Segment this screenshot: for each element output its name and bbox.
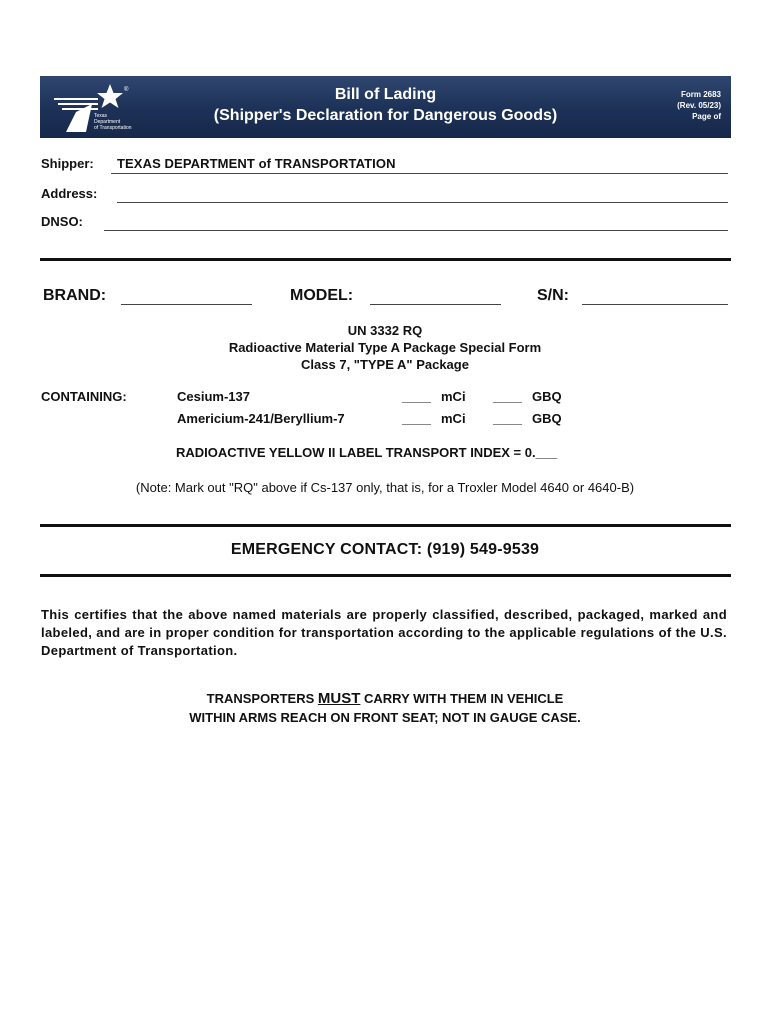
shipper-value[interactable]: TEXAS DEPARTMENT of TRANSPORTATION — [117, 156, 396, 171]
emergency-contact: EMERGENCY CONTACT: (919) 549-9539 — [230, 541, 540, 558]
gbq-unit: GBQ — [532, 389, 562, 404]
sn-label: S/N: — [537, 287, 569, 304]
svg-text:®: ® — [124, 87, 129, 93]
dnso-label: DNSO: — [41, 214, 83, 229]
model-field[interactable] — [370, 304, 501, 305]
transport-index-text: RADIOACTIVE YELLOW II LABEL TRANSPORT INDEX = 0. — [176, 445, 536, 460]
form-subtitle: (Shipper's Declaration for Dangerous Goods) — [213, 107, 558, 124]
mci-unit: mCi — [441, 411, 466, 426]
page-number: Page of — [692, 112, 721, 121]
section-divider — [40, 258, 731, 261]
transport-index-line — [176, 445, 557, 460]
header-banner — [40, 76, 731, 138]
model-label: MODEL: — [290, 287, 354, 304]
shipper-underline — [111, 173, 728, 174]
transport-index-blank[interactable]: ___ — [535, 445, 558, 460]
svg-text:Texas: Texas — [94, 113, 108, 119]
form-revision: (Rev. 05/23) — [677, 101, 721, 110]
svg-text:of Transportation: of Transportation — [94, 125, 132, 131]
note-text: (Note: Mark out "RQ" above if Cs-137 only, that is, for a Troxler Model 4640 or 4640-B) — [135, 480, 635, 495]
transporters-post: CARRY WITH THEM IN VEHICLE — [360, 691, 564, 706]
form-number: Form 2683 — [680, 90, 721, 99]
brand-field[interactable] — [121, 304, 252, 305]
must-emphasis: MUST — [317, 690, 361, 707]
transporters-line1 — [0, 690, 770, 707]
form-title: Bill of Lading — [334, 86, 437, 103]
address-label: Address: — [41, 186, 98, 201]
svg-text:Department: Department — [94, 119, 121, 125]
dnso-underline — [104, 230, 728, 231]
transporters-line2: WITHIN ARMS REACH ON FRONT SEAT; NOT IN GAUGE CASE. — [189, 710, 581, 725]
isotope-name: Americium-241/Beryllium-7 — [177, 411, 345, 426]
shipper-label: Shipper: — [41, 156, 94, 171]
gbq-unit: GBQ — [532, 411, 562, 426]
mci-blank[interactable]: ____ — [402, 411, 431, 426]
mci-blank[interactable]: ____ — [402, 389, 431, 404]
isotope-name: Cesium-137 — [177, 389, 250, 404]
address-underline — [117, 202, 728, 203]
un-number: UN 3332 RQ — [347, 323, 423, 338]
material-description: Radioactive Material Type A Package Special Form — [228, 340, 542, 355]
sn-field[interactable] — [582, 304, 728, 305]
gbq-blank[interactable]: ____ — [493, 411, 522, 426]
brand-label: BRAND: — [43, 287, 107, 304]
containing-label: CONTAINING: — [41, 389, 127, 404]
class-description: Class 7, "TYPE A" Package — [301, 357, 469, 372]
emergency-bottom-rule — [40, 574, 731, 577]
gbq-blank[interactable]: ____ — [493, 389, 522, 404]
form-number-block — [677, 89, 721, 122]
mci-unit: mCi — [441, 389, 466, 404]
certification-statement: This certifies that the above named materials are properly classified, described, packaged, marked and labeled, and are in proper condition for transportation according to the applicable regulations of the U.S. Department of Transportation. — [41, 607, 727, 658]
transporters-pre: TRANSPORTERS — [206, 691, 318, 706]
emergency-top-rule — [40, 524, 731, 527]
